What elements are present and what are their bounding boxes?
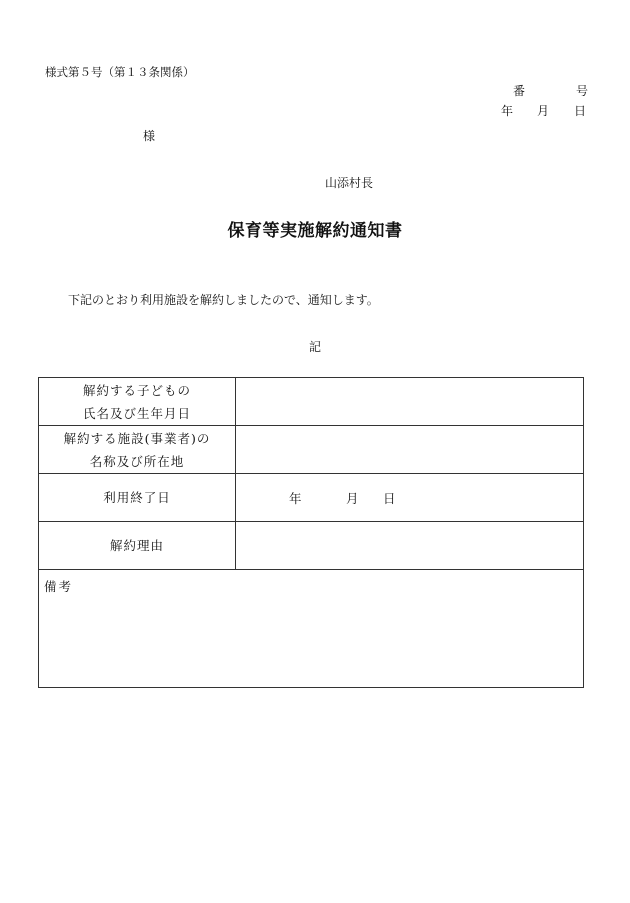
table-row-reason [39, 522, 584, 570]
reason-field[interactable] [236, 522, 584, 570]
facility-info-label-line2: 名称及び所在地 [89, 453, 185, 469]
addressee-suffix: 様 [143, 129, 156, 143]
remarks-label: 備考 [44, 579, 74, 594]
end-date-label: 利用終了日 [39, 474, 236, 522]
issuer-name: 山添村長 [325, 176, 374, 190]
ref-number-label-left: 番 [513, 84, 526, 98]
table-row-end-date [39, 474, 584, 522]
end-date-month: 月 [346, 491, 359, 506]
ki-heading: 記 [308, 340, 321, 354]
reason-label: 解約理由 [39, 522, 236, 570]
end-date-field[interactable] [236, 474, 584, 522]
issue-date-month: 月 [537, 104, 550, 118]
remarks-field[interactable] [39, 570, 584, 688]
child-info-label-line2: 氏名及び生年月日 [82, 405, 191, 421]
end-date-day: 日 [383, 491, 396, 506]
facility-info-label-line1: 解約する施設(事業者)の [63, 430, 211, 446]
issue-date-day: 日 [574, 104, 587, 118]
document-title: 保育等実施解約通知書 [227, 221, 403, 241]
child-info-field[interactable] [236, 378, 584, 426]
end-date-year: 年 [289, 491, 302, 506]
facility-info-label [39, 426, 236, 474]
table-row-child-info [39, 378, 584, 426]
child-info-label-line1: 解約する子どもの [82, 382, 191, 398]
facility-info-field[interactable] [236, 426, 584, 474]
body-text: 下記のとおり利用施設を解約しましたので、通知します。 [68, 293, 379, 307]
cancellation-form-table [38, 377, 584, 688]
form-number: 様式第５号（第１３条関係） [45, 65, 195, 79]
table-row-remarks [39, 570, 584, 688]
issue-date-year: 年 [501, 104, 514, 118]
table-row-facility-info [39, 426, 584, 474]
child-info-label [39, 378, 236, 426]
ref-number-label-right: 号 [576, 84, 589, 98]
